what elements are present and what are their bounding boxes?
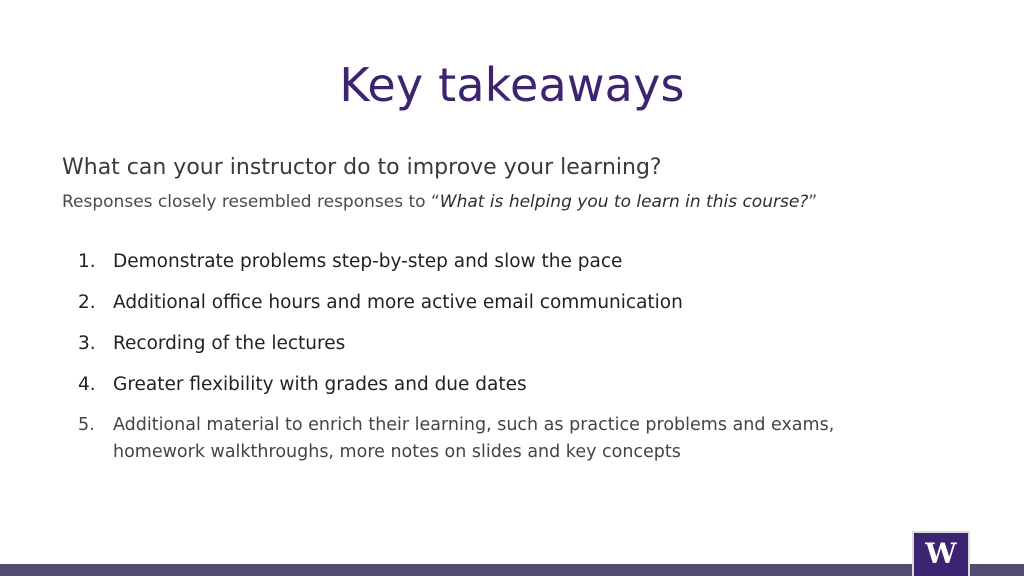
list-item-number: 5. (78, 415, 95, 435)
list-item-text: Greater flexibility with grades and due dates (113, 374, 527, 395)
list-item (78, 330, 898, 357)
list-item-text: Additional material to enrich their learning, such as practice problems and exams, homework walkthroughs, more notes on slides and key concepts (113, 415, 835, 462)
note-question: What is helping you to learn in this course? (439, 192, 809, 212)
note-prefix: Responses closely resembled responses to “ (62, 192, 440, 212)
list-item-text: Additional office hours and more active email communication (113, 292, 683, 313)
list-item (78, 412, 898, 466)
list-item-number: 3. (78, 333, 96, 354)
list-item (78, 289, 898, 316)
takeaways-list (78, 248, 898, 480)
slide-subtitle: What can your instructor do to improve your learning? (62, 155, 662, 180)
list-item-number: 2. (78, 292, 96, 313)
note-suffix: ” (808, 192, 818, 212)
slide-note (62, 192, 817, 212)
list-item (78, 248, 898, 275)
footer-bar (0, 564, 1024, 576)
list-item (78, 371, 898, 398)
slide-title: Key takeaways (339, 58, 685, 112)
list-item-number: 4. (78, 374, 96, 395)
list-item-number: 1. (78, 251, 96, 272)
list-item-text: Demonstrate problems step-by-step and slow the pace (113, 251, 623, 272)
university-logo-icon: W (912, 531, 970, 576)
list-item-text: Recording of the lectures (113, 333, 346, 354)
